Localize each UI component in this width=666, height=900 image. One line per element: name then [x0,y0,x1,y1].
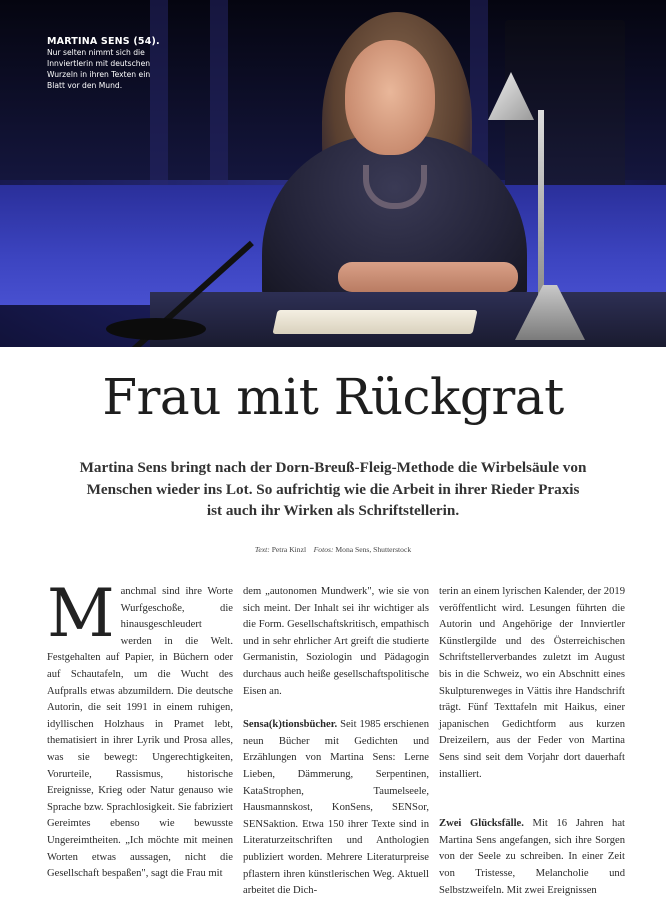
credit-text-author: Petra Kinzl [271,545,307,554]
article-column-3 [439,584,625,899]
article-credits [0,545,666,554]
credit-photo-label: Fotos: [313,545,334,554]
portrait-face [345,40,435,155]
body-paragraph [439,816,625,899]
photo-caption [47,36,167,91]
credit-photo-author: Mona Sens, Shutterstock [335,545,412,554]
body-text: Seit 1985 erschienen neun Bücher mit Gedichten und Erzählungen von Martina Sens: Lerne Lieben, Dämmerung, Serpentinen, KataStrophen, Taumelseele, Hausmannskost, KonSens, SENSor, SENSaktion. Etwa 150 ihrer Texte sind in Literaturzeitschriften und Anthologien publiziert worden. Mehrere Literaturpreise pflastern ihren künstlerischen Weg. Aktuell arbeitet die Dich- [243,719,429,897]
body-paragraph: dem „autonomen Mundwerk", wie sie von sich meint. Der Inhalt sei ihr wichtiger als die Form. Gesellschaftskritisch, empathisch und in sehr ehrlicher Art greift die studierte Germanistin, Soziologin und Pädagogin durchaus auch heiße gesellschaftspolitische Eisen an. [243,586,429,697]
open-book [272,310,477,334]
microphone-base [106,318,206,340]
hero-photo [0,0,666,347]
body-text: Mit 16 Jahren hat Martina Sens angefangen, sich ihre Sorgen von der Seele zu schreiben. In einer Zeit von Tristesse, Melancholie und Selbstzweifeln. Mit zwei Ereignissen [439,818,625,896]
caption-text: Nur selten nimmt sich die Innviertlerin mit deutschen Wurzeln in ihren Texten ein Blatt vor den Mund. [47,48,151,90]
lamp-pole [538,110,544,310]
article-column-2 [243,584,429,900]
portrait-arms [338,262,518,292]
drop-cap: M [47,575,115,652]
caption-name: MARTINA SENS (54). [47,36,160,47]
article-headline: Frau mit Rückgrat [102,368,564,426]
body-paragraph: anchmal sind ihre Worte Wurfgeschoße, die hinausgeschleudert werden in die Welt. Festgehalten auf Papier, in Büchern oder auf Schautafeln, um die Wucht des Aufpralls etwas abzumildern. Die deutsche Autorin, die seit 1991 in einem ruhigen, idyllischen Holzhaus in Pramet lebt, thematisiert in ihrer Lyrik und Prosa alles, was sie bewegt: Ungerechtigkeiten, Vorurteile, Rassismus, historische Ereignisse, Krieg oder Natur genauso wie Sprache bzw. Sprachlosigkeit. Sie fabriziert Gereimtes ebenso wie bewusste Ungereimtheiten. „Ich möchte mit meinen Worten etwas aussagen, nicht die Gesellschaft bespaßen", sagt die Frau mit [47,586,233,880]
article-column-1 [47,575,233,883]
curtain-fold [150,0,168,200]
body-paragraph: terin an einem lyrischen Kalender, der 2019 veröffentlicht wird. Lesungen führten die Autorin und Angehörige der Innviertler Künstlergilde und des Österreichischen Schriftstellerverbandes zuletzt im August bis in die Schweiz, wo ein Abschnitt eines Skulpturenweges in Vättis ihre Handschrift trägt. Fünf Texttafeln mit Haikus, einer japanischen Gedichtform aus kurzen Dreizeilern, aus der Feder von Martina Sens sind seit dem Vorjahr dort dauerhaft installiert. [439,586,625,780]
section-subhead: Zwei Glücksfälle. [439,818,524,830]
credit-text-label: Text: [254,545,270,554]
article-lead: Martina Sens bringt nach der Dorn-Breuß-Fleig-Methode die Wirbelsäule von Menschen wieder ins Lot. So aufrichtig wie die Arbeit in ihrer Rieder Praxis ist auch ihr Wirken als Schriftstellerin. [79,459,587,519]
curtain-fold [210,0,228,200]
section-subhead: Sensa(k)tionsbücher. [243,719,338,731]
body-paragraph [243,717,429,900]
